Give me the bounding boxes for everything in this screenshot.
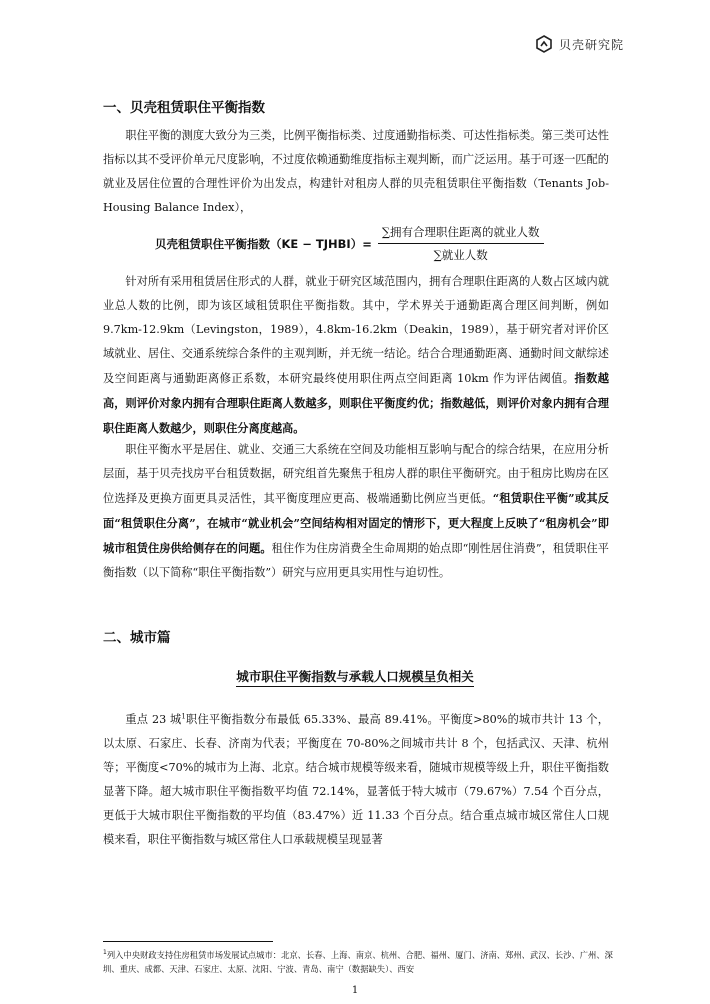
formula-lhs: 贝壳租赁职住平衡指数（KE − TJHBI）= bbox=[155, 236, 372, 251]
section1-paragraph-2 bbox=[103, 270, 609, 441]
paragraph-city-text-b: 职住平衡指数分布最低 65.33%、最高 89.41%。平衡度>80%的城市共计 13 个，以太原、石家庄、长春、济南为代表；平衡度在 70-80%之间城市共计 8 个，包括武汉、天津、杭州等；平衡度<70%的城市为上海、北京。结合城市规模等级来看，随城市规模等级上升，职住平衡指数显著下降。超大城市职住平衡指数平均值 72.14%，显著低于特大城市（79.67%）7.54 个百分点，更低于大城市职住平衡指数的平均值（83.47%）近 11.33 个百分点。结合重点城市城区常住人口规模来看，职住平衡指数与城区常住人口承载规模呈现显著 bbox=[103, 713, 609, 846]
footnote-text: 列入中央财政支持住房租赁市场发展试点城市：北京、长春、上海、南京、杭州、合肥、福州、厦门、济南、郑州、武汉、长沙、广州、深圳、重庆、成都、天津、石家庄、太原、沈阳、宁波、青岛、南宁（数据缺失）、西安 bbox=[103, 950, 613, 974]
section1-heading: 一、贝壳租赁职住平衡指数 bbox=[103, 100, 265, 116]
subheading-text: 城市职住平衡指数与承载人口规模呈负相关 bbox=[236, 669, 474, 687]
paragraph-3-bold: “租赁职住平衡”或其反面“租赁职住分离”，在城市“就业机会”空间结构相对固定的情形下，更大程度上反映了“租房机会”即城市租赁住房供给侧存在的问题。 bbox=[103, 491, 609, 555]
paragraph-3-text-b: 租住作为住房消费全生命周期的始点即“刚性居住消费”，租赁职住平衡指数（以下简称“职住平衡指数”）研究与应用更具实用性与迫切性。 bbox=[103, 542, 609, 579]
paragraph-2-bold: 指数越高，则评价对象内拥有合理职住距离人数越多，则职住平衡度约优；指数越低，则评价对象内拥有合理职住距离人数越少，则职住分离度越高。 bbox=[103, 371, 609, 435]
section2-subheading bbox=[0, 666, 710, 685]
paragraph-city-text-a: 重点 23 城 bbox=[125, 713, 182, 726]
brand-logo bbox=[534, 34, 624, 54]
footnote-divider bbox=[103, 941, 273, 942]
formula-numerator: ∑拥有合理职住距离的就业人数 bbox=[378, 224, 544, 244]
footnote-mark: 1 bbox=[103, 949, 107, 957]
page-number: 1 bbox=[351, 985, 359, 996]
logo-text: 贝壳研究院 bbox=[558, 37, 624, 52]
footnote-ref: 1 bbox=[181, 712, 186, 721]
formula-fraction bbox=[378, 224, 544, 263]
section2-heading: 二、城市篇 bbox=[103, 630, 171, 646]
section2-paragraph-1 bbox=[103, 708, 609, 852]
beike-logo-icon bbox=[534, 34, 554, 54]
paragraph-2-text: 针对所有采用租赁居住形式的人群，就业于研究区域范围内，拥有合理职住距离的人数占区域内就业总人数的比例，即为该区域租赁职住平衡指数。其中，学术界关于通勤距离合理区间判断，例如 9.7km-12.9km（Levingston，1989），4.8km-16.2km（Deakin，1989），基于研究者对评价区域就业、居住、交通系统综合条件的主观判断，并无统一结论。结合合理通勤距离、通勤时间文献综述及空间距离与通勤距离修正系数，本研究最终使用职住两点空间距离 10km 作为评估阈值。 bbox=[103, 275, 609, 385]
formula-denominator: ∑就业人数 bbox=[433, 248, 488, 262]
footnote bbox=[103, 948, 613, 976]
index-formula bbox=[155, 224, 544, 263]
paragraph-3-text-a: 职住平衡水平是居住、就业、交通三大系统在空间及功能相互影响与配合的综合结果，在应用分析层面，基于贝壳找房平台租赁数据，研究组首先聚焦于租房人群的职住平衡研究。由于租房比购房在区位选择及更换方面更具灵活性，其平衡度理应更高、极端通勤比例应当更低。 bbox=[103, 443, 609, 505]
section1-paragraph-1: 职住平衡的测度大致分为三类，比例平衡指标类、过度通勤指标类、可达性指标类。第三类可达性指标以其不受评价单元尺度影响，不过度依赖通勤维度指标主观判断，而广泛运用。基于可逐一匹配的就业及居住位置的合理性评价为出发点，构建针对租房人群的贝壳租赁职住平衡指数（Tenants Job-Housing Balance Index）， bbox=[103, 129, 609, 214]
section1-paragraph-3 bbox=[103, 438, 609, 585]
